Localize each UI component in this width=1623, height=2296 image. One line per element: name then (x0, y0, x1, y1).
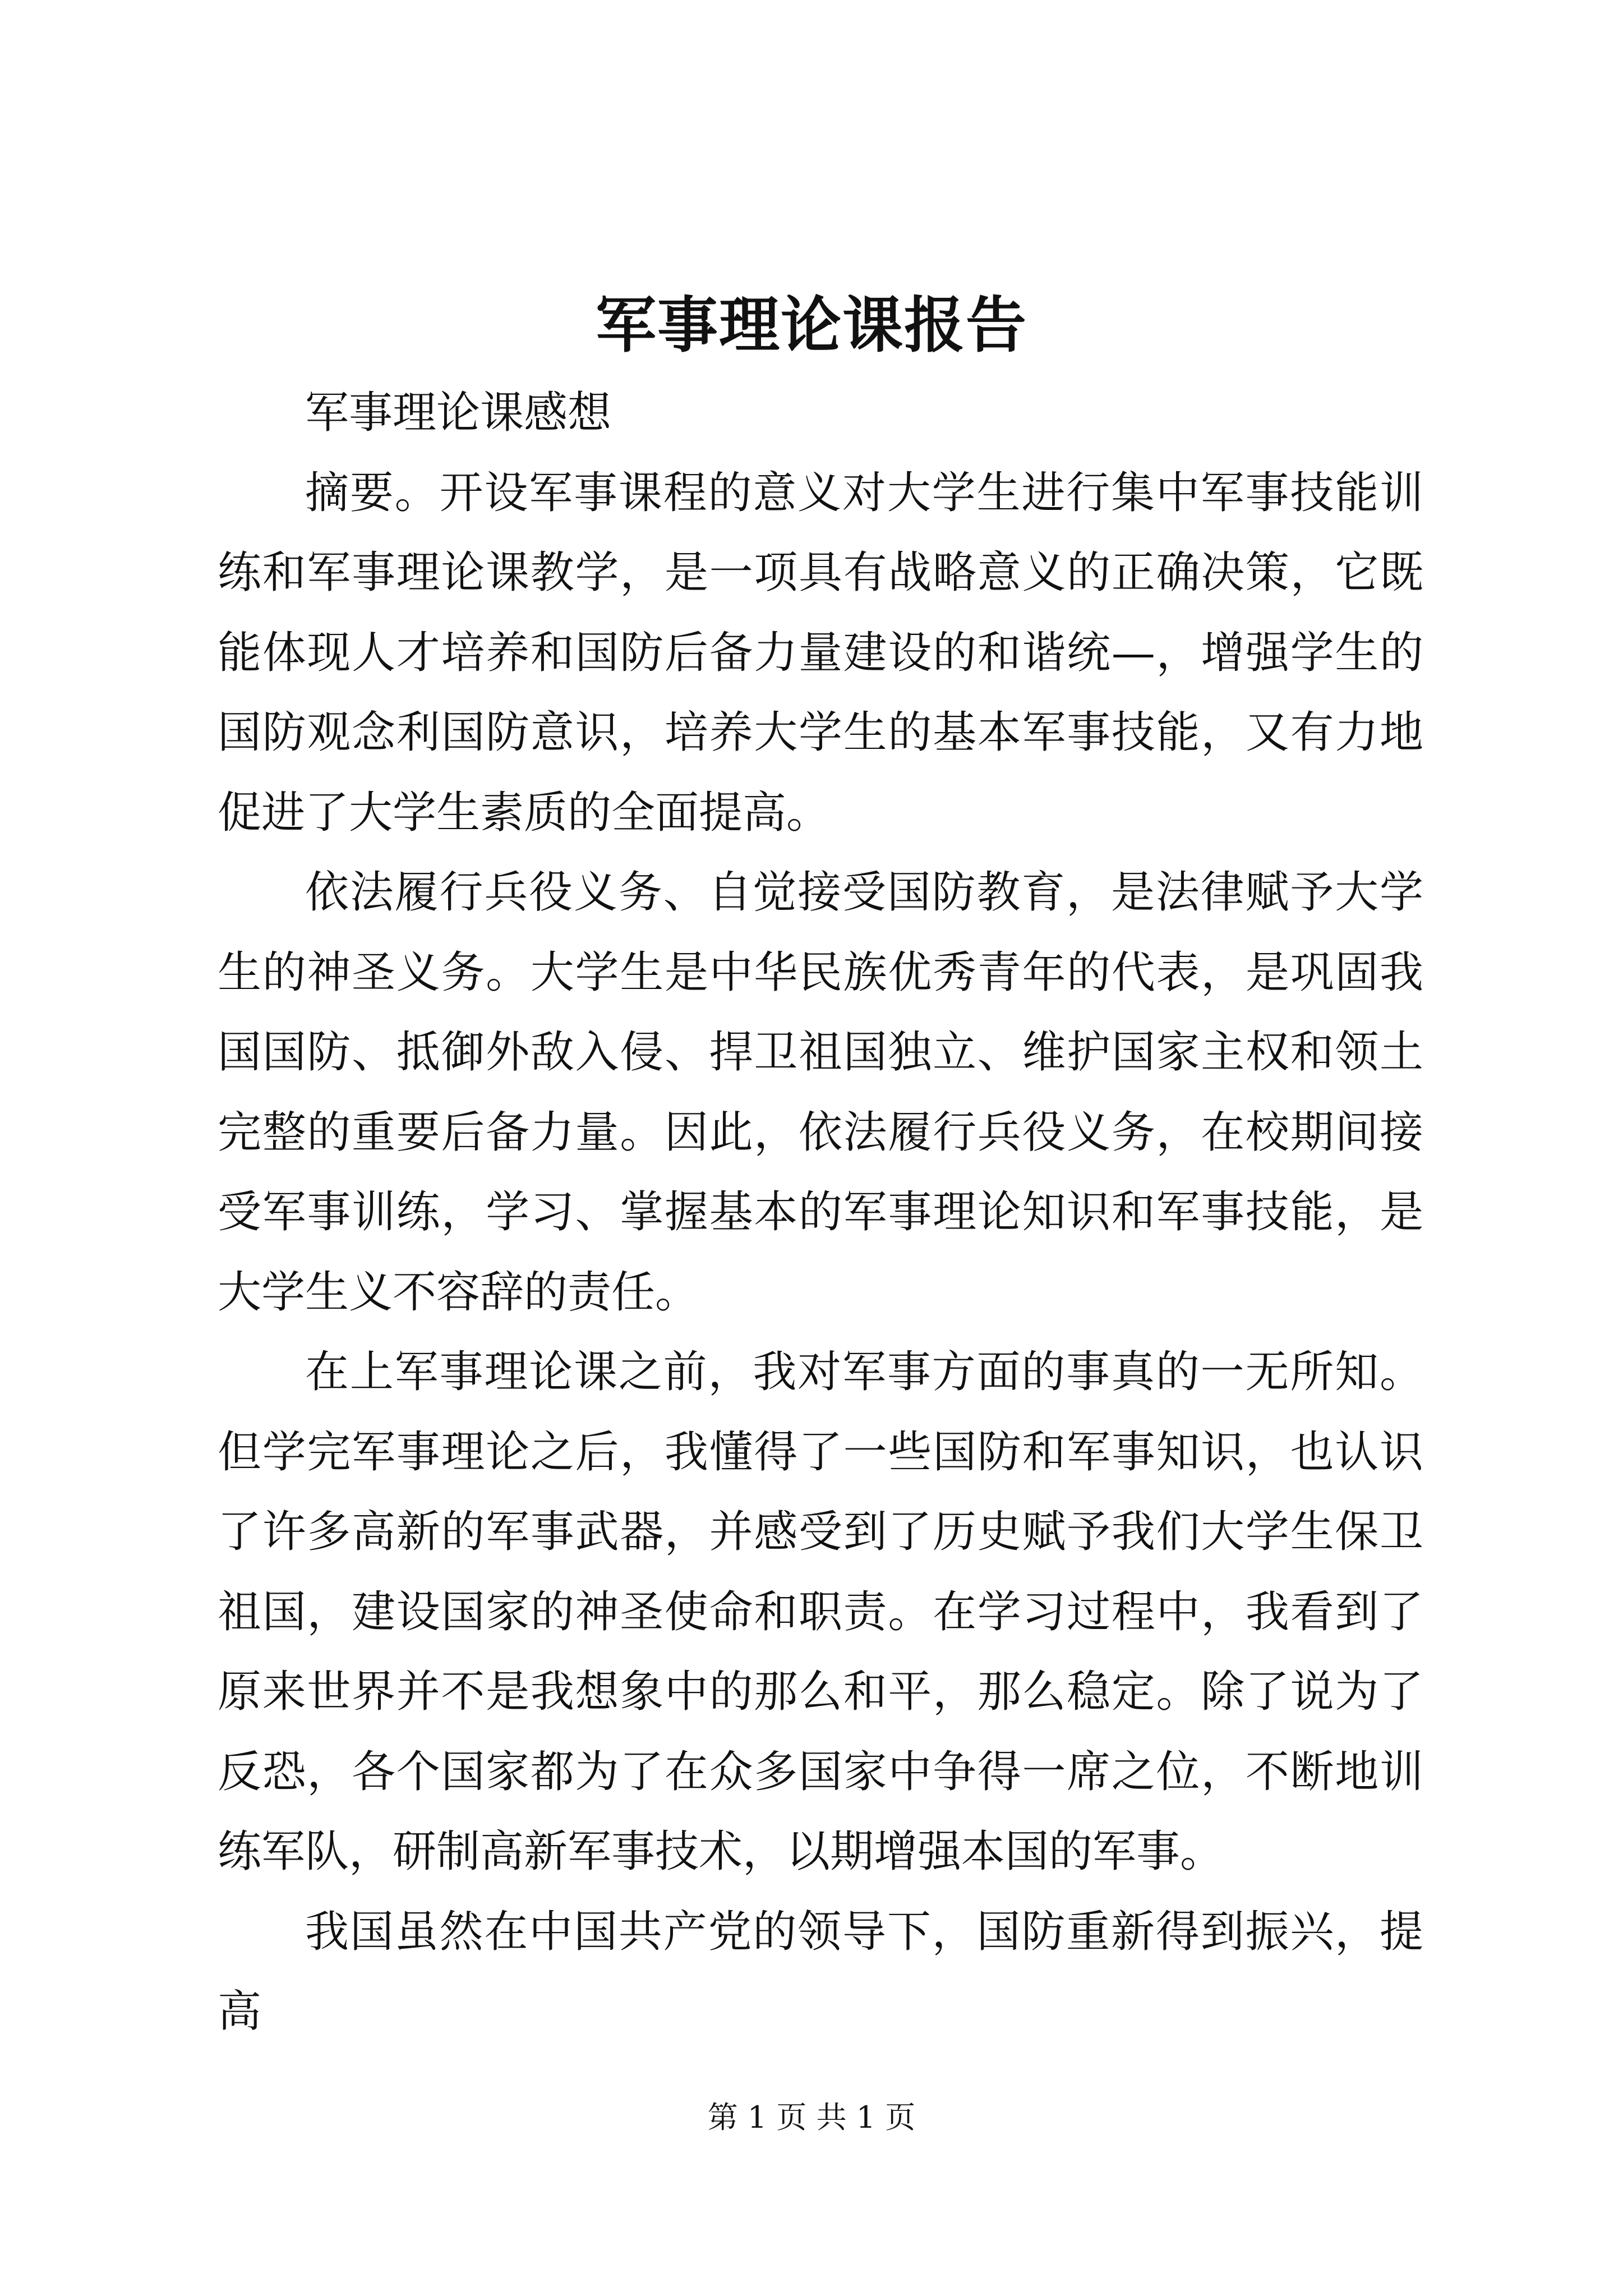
reflection-paragraph: 在上军事理论课之前，我对军事方面的事真的一无所知。但学完军事理论之后，我懂得了一些国防和军事知识，也认识了许多高新的军事武器，并感受到了历史赋予我们大学生保卫祖国，建设国家的神圣使命和职责。在学习过程中，我看到了原来世界并不是我想象中的那么和平，那么稳定。除了说为了反恐，各个国家都为了在众多国家中争得一席之位，不断地训练军队，研制高新军事技术，以期增强本国的军事。 (218, 1347, 1423, 1877)
abstract-paragraph: 摘要。开设军事课程的意义对大学生进行集中军事技能训练和军事理论课教学，是一项具有战略意义的正确决策，它既能体现人才培养和国防后备力量建设的和谐统—，增强学生的国防观念利国防意识，培养大学生的基本军事技能，又有力地促进了大学生素质的全面提高。 (218, 467, 1423, 838)
document-body (218, 373, 1423, 2052)
duty-paragraph: 依法履行兵役义务、自觉接受国防教育，是法律赋予大学生的神圣义务。大学生是中华民族优秀青年的代表，是巩固我国国防、抵御外敌入侵、捍卫祖国独立、维护国家主权和领土完整的重要后备力量。因此，依法履行兵役义务，在校期间接受军事训练，学习、掌握基本的军事理论知识和军事技能，是大学生义不容辞的责任。 (218, 867, 1423, 1318)
document-title: 军事理论课报告 (595, 290, 1027, 361)
continuation-paragraph: 我国虽然在中国共产党的领导下，国防重新得到振兴，提高 (218, 1906, 1423, 2037)
subtitle-paragraph: 军事理论课感想 (305, 388, 612, 438)
page-footer: 第 1 页 共 1 页 (707, 2100, 916, 2135)
